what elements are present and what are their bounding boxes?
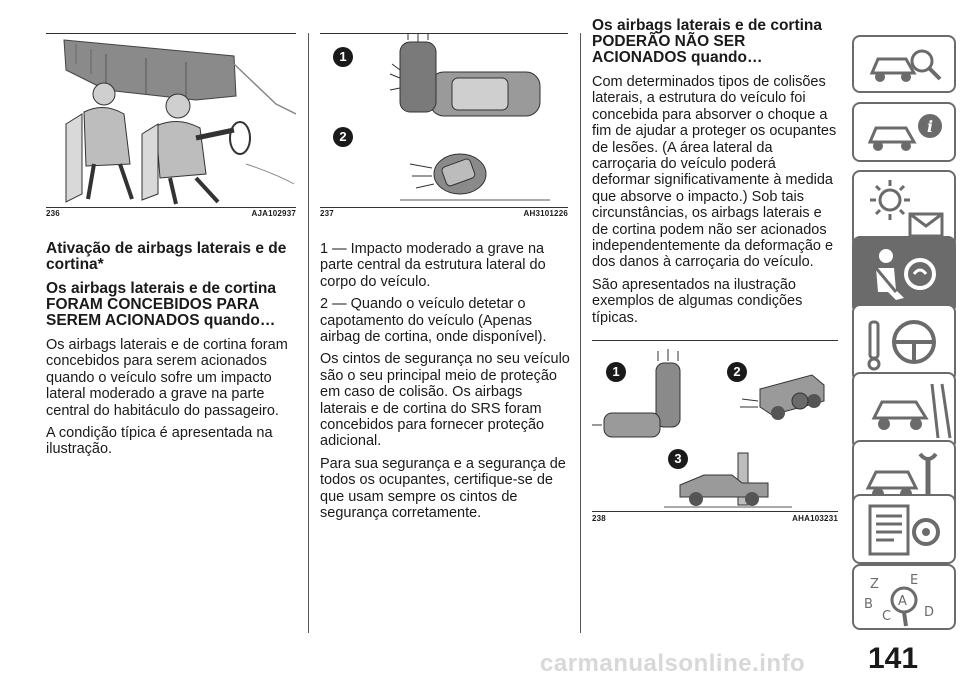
tab-car-search[interactable] (852, 35, 956, 93)
paragraph: Com determinados tipos de colisões laterais, a estrutura do veículo foi concebida para absorver o choque a fim de ajudar a proteger os ocupantes de lesões. (A área lateral da carroçaria do veículo poderá deformar significativamente à medida que absorve o impacto.) Sob tais circunstâncias, os airbags laterais e de cortina podem não ser acionados independentemente da deformação e dos danos à carroçaria do veículo. (592, 74, 837, 271)
column-2-text (320, 241, 570, 522)
side-curtain-airbag-illustration (46, 34, 296, 207)
paragraph: 2 — Quando o veículo detetar o capotamento do veículo (Apenas airbag de cortina, onde disponível). (320, 296, 547, 346)
figure-236-side-airbag-illustration (46, 34, 296, 208)
tab-alphabetical-index[interactable] (852, 564, 956, 630)
tab-in-emergency[interactable] (852, 372, 956, 450)
section-heading: Ativação de airbags laterais e de cortina* (46, 240, 287, 273)
column-divider (308, 33, 309, 633)
svg-text:E: E (910, 573, 919, 588)
paragraph: A condição típica é apresentada na ilustração. (46, 425, 273, 458)
tab-specifications[interactable] (852, 494, 956, 564)
figure-code: AJA102937 (251, 209, 296, 218)
svg-text:Z: Z (870, 577, 879, 592)
subsection-heading: Os airbags laterais e de cortina FORAM CONCEBIDOS PARA SEREM ACIONADOS quando… (46, 280, 277, 329)
alphabetical-index-icon (854, 566, 954, 628)
svg-text:D: D (924, 605, 935, 620)
svg-text:A: A (898, 594, 907, 609)
collision-examples-illustration (592, 341, 838, 511)
figure-code: AH3101226 (523, 209, 568, 218)
figure-237-impact-illustration (320, 34, 568, 208)
car-search-icon (854, 37, 954, 91)
svg-text:i: i (927, 117, 934, 136)
callout-badge-2: 2 (727, 362, 747, 382)
subsection-heading: Os airbags laterais e de cortina PODERÃO NÃO SER ACIONADOS quando… (592, 17, 823, 66)
column-3-text (592, 18, 837, 326)
warning-lights-icon (854, 172, 954, 246)
figure-238-non-deploy-illustration (592, 341, 838, 512)
paragraph: Os cintos de segurança no seu veículo são o seu principal meio de proteção em caso de colisão. Os airbags laterais e de cortina do SRS foram concebidos para fornecer proteção adicional. (320, 351, 570, 450)
column-divider (580, 33, 581, 633)
figure-code: AHA103231 (792, 514, 838, 523)
paragraph: Os airbags laterais e de cortina foram concebidos para serem acionados quando o veículo sofre um impacto lateral moderado a grave na parte central do habitáculo do passageiro. (46, 337, 288, 419)
paragraph: São apresentados na ilustração exemplos de algumas condições típicas. (592, 276, 803, 326)
paragraph: 1 — Impacto moderado a grave na parte central da estrutura lateral do corpo do veículo. (320, 241, 546, 290)
car-road-icon (854, 374, 954, 448)
page-number: 141 (868, 642, 919, 675)
callout-badge-3: 3 (668, 449, 688, 469)
callout-badge-1: 1 (333, 47, 353, 67)
column-1-text (46, 241, 296, 458)
steering-wheel-key-icon (854, 306, 954, 380)
callout-badge-1: 1 (606, 362, 626, 382)
watermark: carmanualsonline.info (540, 650, 806, 677)
callout-badge-2: 2 (333, 127, 353, 147)
tab-safety[interactable] (852, 236, 956, 314)
paragraph: Para sua segurança e a segurança de todos os ocupantes, certifique-se de que usam sempre os cintos de segurança corretamente. (320, 455, 566, 522)
svg-text:C: C (882, 609, 892, 624)
figure-number: 236 (46, 209, 60, 218)
figure-number: 238 (592, 514, 606, 523)
figure-number: 237 (320, 209, 334, 218)
side-impact-rollover-illustration (320, 34, 568, 207)
specifications-icon (854, 496, 954, 562)
tab-car-info[interactable] (852, 102, 956, 162)
tab-starting-driving[interactable] (852, 304, 956, 382)
car-info-icon (854, 104, 954, 160)
seatbelt-airbag-icon (854, 238, 954, 312)
svg-text:B: B (864, 597, 873, 612)
